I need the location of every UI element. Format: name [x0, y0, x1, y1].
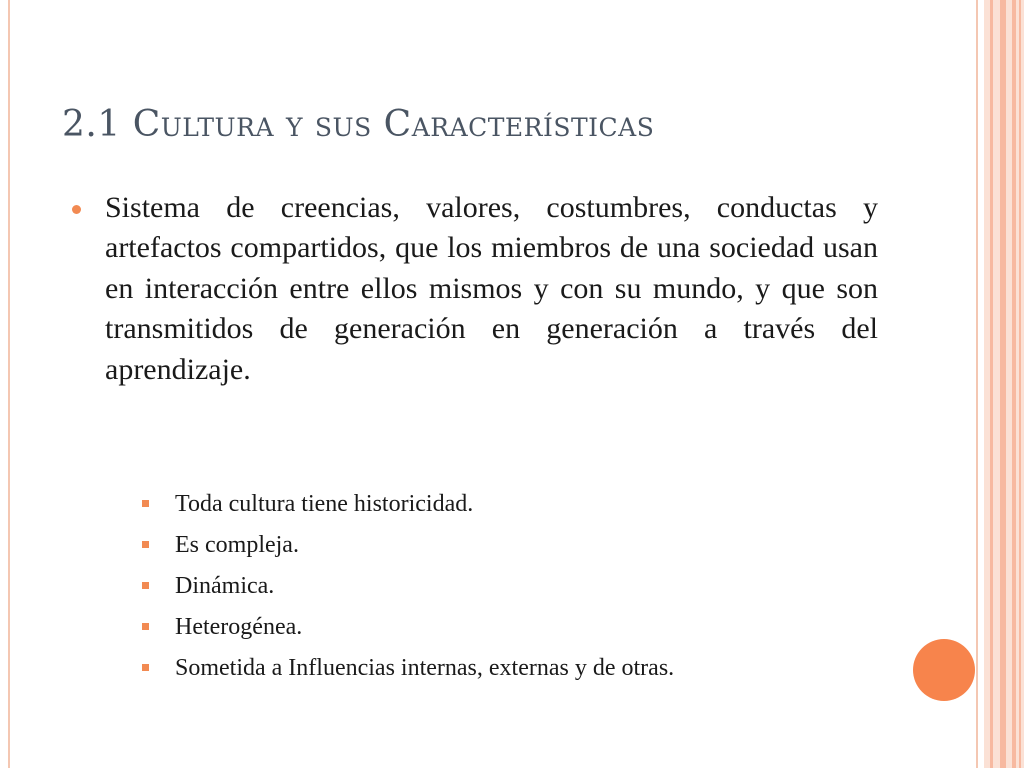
frame-right-border: [976, 0, 978, 768]
stripe-line: [1000, 0, 1006, 768]
bullet-square-icon: [142, 582, 149, 589]
sub-bullet-text: Dinámica.: [175, 573, 275, 599]
list-item: [142, 650, 674, 691]
main-bullet: [72, 188, 878, 390]
list-item: [142, 486, 674, 527]
list-item: [142, 568, 674, 609]
list-item: [142, 609, 674, 650]
bullet-dot-icon: [72, 205, 81, 214]
stripe-line: [990, 0, 993, 768]
sub-bullet-text: Es compleja.: [175, 532, 299, 558]
sub-bullet-text: Toda cultura tiene historicidad.: [175, 491, 474, 517]
list-item: [142, 527, 674, 568]
stripe-line: [1012, 0, 1016, 768]
bullet-square-icon: [142, 500, 149, 507]
bullet-square-icon: [142, 541, 149, 548]
main-bullet-text: Sistema de creencias, valores, costumbres, conductas y artefactos compartidos, que los miembros de una sociedad usan en interacción entre ellos mismos y con su mundo, y que son transmitidos de generación en generación a través del aprendizaje.: [105, 191, 878, 386]
sub-bullet-text: Sometida a Influencias internas, externas y de otras.: [175, 655, 675, 681]
stripe-line: [1019, 0, 1021, 768]
bullet-square-icon: [142, 623, 149, 630]
sub-bullet-list: [142, 486, 674, 691]
bullet-square-icon: [142, 664, 149, 671]
slide-title: 2.1 Cultura y sus Características: [62, 104, 655, 145]
decorative-circle: [913, 639, 975, 701]
frame-left-border: [8, 0, 10, 768]
sub-bullet-text: Heterogénea.: [175, 614, 303, 640]
